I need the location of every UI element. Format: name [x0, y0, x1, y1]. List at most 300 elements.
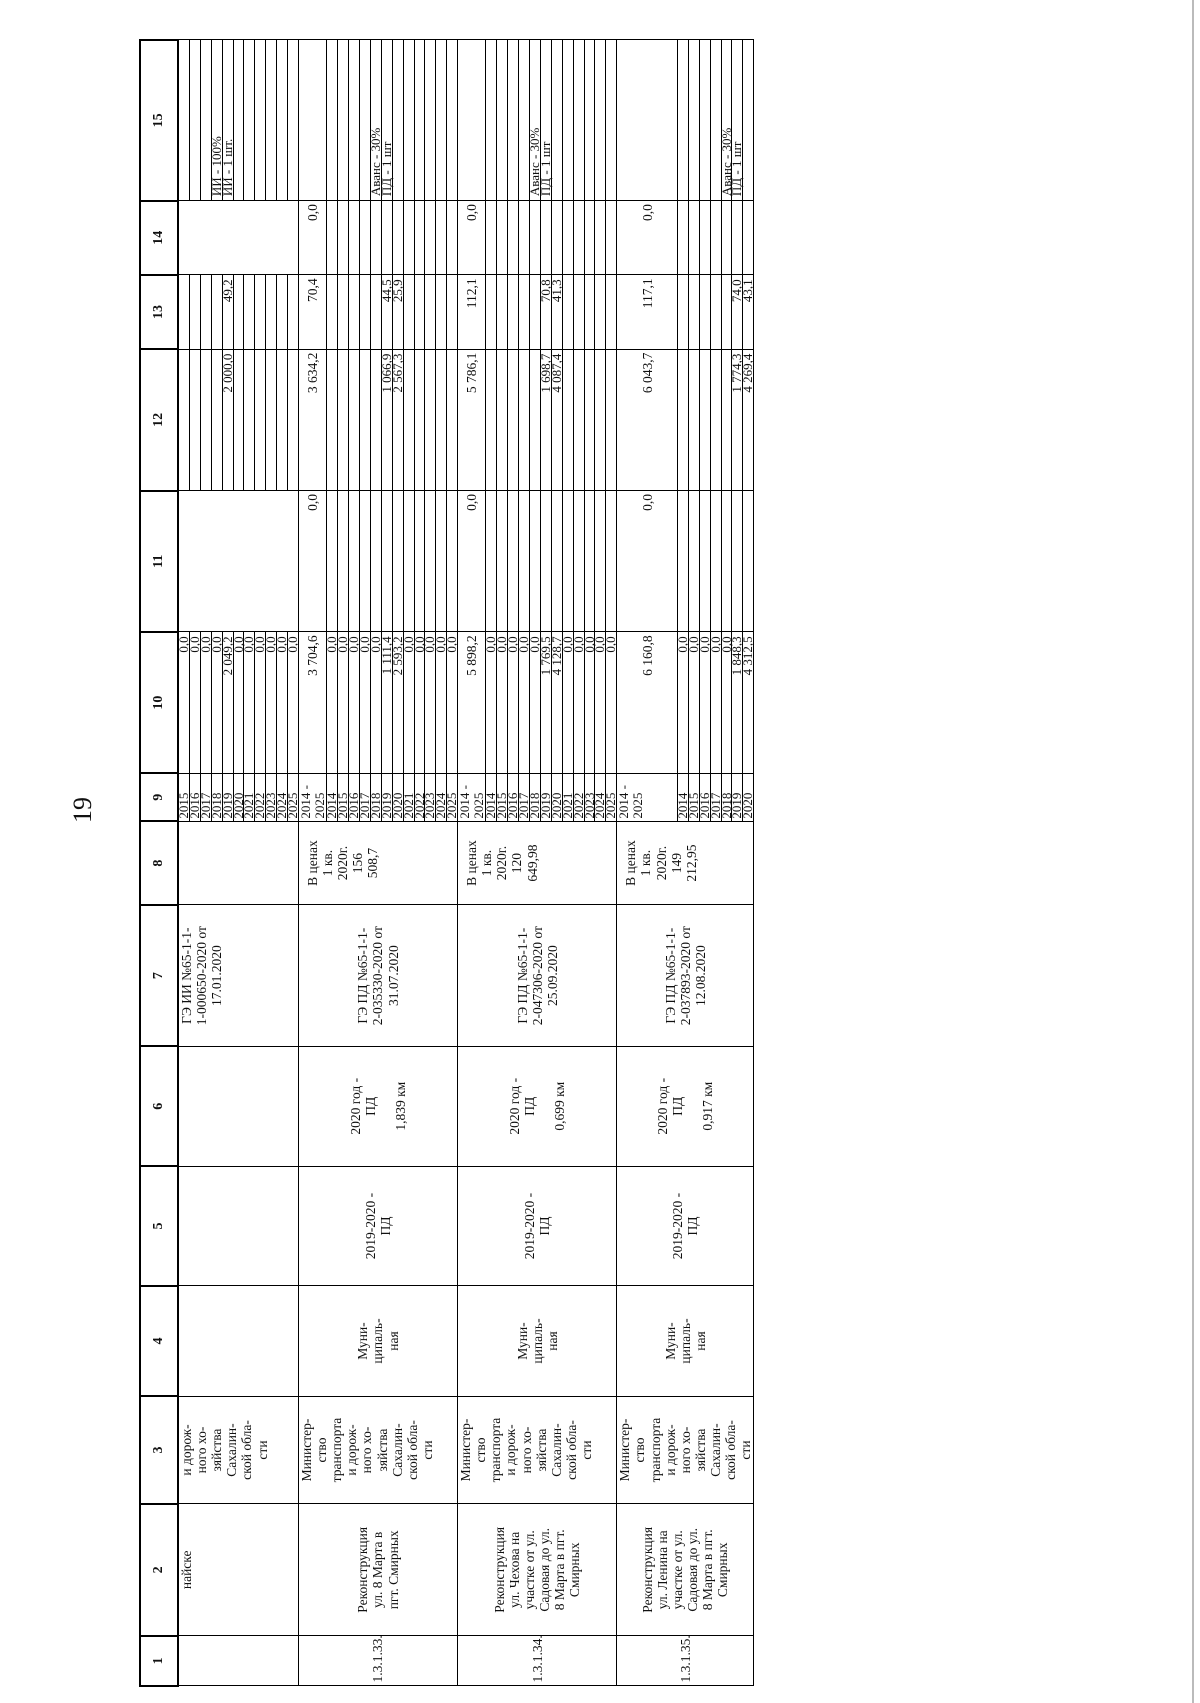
federal-budget-cell: 0,0 — [298, 491, 326, 632]
other-sources-cell — [584, 201, 595, 275]
results-cell — [189, 40, 200, 201]
regional-budget-cell: 1 774,3 — [732, 349, 743, 490]
total-funding-cell: 2 049,2 — [222, 632, 233, 773]
local-budget-cell: 70,8 — [540, 275, 551, 349]
year-cell: 2016 — [189, 773, 200, 821]
results-cell — [551, 40, 562, 201]
other-sources-cell — [688, 201, 699, 275]
year-cell: 2019 — [540, 773, 551, 821]
results-cell — [595, 40, 606, 201]
year-cell: 2025 — [288, 773, 299, 821]
local-budget-cell — [710, 275, 721, 349]
federal-budget-cell — [595, 491, 606, 632]
results-cell — [298, 40, 326, 201]
results-cell — [436, 40, 447, 201]
regional-budget-cell — [266, 349, 277, 490]
column-header: 4 — [140, 1286, 178, 1396]
other-sources-cell — [732, 201, 743, 275]
federal-budget-cell — [359, 491, 370, 632]
other-sources-cell: 0,0 — [458, 201, 486, 275]
other-sources-cell — [677, 201, 688, 275]
federal-budget-cell: 0,0 — [617, 491, 678, 632]
federal-budget-cell: 0,0 — [458, 491, 486, 632]
local-budget-cell — [562, 275, 573, 349]
total-funding-cell: 0,0 — [425, 632, 436, 773]
results-cell — [688, 40, 699, 201]
other-sources-cell — [519, 201, 530, 275]
regional-budget-cell — [233, 349, 244, 490]
other-sources-cell — [551, 201, 562, 275]
total-funding-cell: 0,0 — [414, 632, 425, 773]
year-cell: 2017 — [710, 773, 721, 821]
year-cell: 2018 — [370, 773, 381, 821]
results-cell: ПД - 1 шт — [381, 40, 392, 201]
year-cell: 2014 — [327, 773, 338, 821]
federal-budget-cell — [530, 491, 541, 632]
object-name-cell: Реконструкция ул. 8 Марта в пгт. Смирных — [298, 1504, 457, 1636]
total-funding-cell: 0,0 — [606, 632, 617, 773]
local-budget-cell — [677, 275, 688, 349]
federal-budget-cell — [327, 491, 338, 632]
cost-cell: В ценах 1 кв. 2020г. 120 649,98 — [458, 821, 617, 905]
local-budget-cell — [486, 275, 497, 349]
regional-budget-cell — [338, 349, 349, 490]
results-cell — [743, 40, 754, 201]
local-budget-cell: 74,0 — [732, 275, 743, 349]
results-cell — [458, 40, 486, 201]
local-budget-cell — [584, 275, 595, 349]
column-header: 15 — [140, 40, 178, 201]
local-budget-cell — [233, 275, 244, 349]
year-cell: 2017 — [200, 773, 211, 821]
results-cell — [584, 40, 595, 201]
year-cell: 2024 — [277, 773, 288, 821]
other-sources-cell — [392, 201, 403, 275]
object-name-cell: найске — [178, 1504, 298, 1636]
local-budget-cell: 70,4 — [298, 275, 326, 349]
regional-budget-cell — [200, 349, 211, 490]
federal-budget-cell — [584, 491, 595, 632]
other-sources-cell — [327, 201, 338, 275]
rotated-table-wrapper — [139, 39, 1109, 1687]
regional-budget-cell — [606, 349, 617, 490]
column-header: 1 — [140, 1636, 178, 1686]
year-cell: 2025 — [606, 773, 617, 821]
total-funding-cell: 0,0 — [519, 632, 530, 773]
total-funding-cell: 4 128,7 — [551, 632, 562, 773]
other-sources-cell — [359, 201, 370, 275]
regional-budget-cell: 4 269,4 — [743, 349, 754, 490]
regional-budget-cell — [288, 349, 299, 490]
results-cell: ИИ - 100% — [211, 40, 222, 201]
federal-budget-cell — [370, 491, 381, 632]
results-cell: ПД - 1 шт — [732, 40, 743, 201]
total-funding-cell: 0,0 — [699, 632, 710, 773]
total-funding-cell: 5 898,2 — [458, 632, 486, 773]
total-funding-cell: 0,0 — [562, 632, 573, 773]
local-budget-cell — [277, 275, 288, 349]
page-number: 19 — [68, 797, 97, 823]
regional-budget-cell — [277, 349, 288, 490]
federal-budget-cell — [699, 491, 710, 632]
total-funding-cell: 0,0 — [447, 632, 458, 773]
period-cell — [178, 1166, 298, 1286]
local-budget-cell — [519, 275, 530, 349]
local-budget-cell — [178, 275, 189, 349]
results-cell — [486, 40, 497, 201]
total-funding-cell: 0,0 — [508, 632, 519, 773]
federal-budget-cell — [392, 491, 403, 632]
total-funding-cell: 1 848,3 — [732, 632, 743, 773]
column-header: 9 — [140, 773, 178, 821]
total-funding-cell: 0,0 — [327, 632, 338, 773]
year-cell: 2015 — [497, 773, 508, 821]
object-name-cell: Реконструкция ул. Ленина на участке от ул. Садовая до ул. 8 Марта в пгт. Смирных — [617, 1504, 754, 1636]
other-sources-cell: 0,0 — [617, 201, 678, 275]
ownership-cell: Муни- ципаль- ная — [617, 1286, 754, 1396]
results-cell — [425, 40, 436, 201]
results-cell: ПД - 1 шт — [540, 40, 551, 201]
federal-budget-cell — [606, 491, 617, 632]
total-funding-cell: 0,0 — [497, 632, 508, 773]
local-budget-cell: 112,1 — [458, 275, 486, 349]
local-budget-cell — [508, 275, 519, 349]
total-funding-cell: 0,0 — [349, 632, 360, 773]
year-cell: 2019 — [732, 773, 743, 821]
year-cell: 2014 - 2025 — [458, 773, 486, 821]
results-cell: Аванс - 30% — [530, 40, 541, 201]
local-budget-cell — [447, 275, 458, 349]
object-name-cell: Реконструкция ул. Чехова на участке от ул. Садовая до ул. 8 Марта в пгт. Смирных — [458, 1504, 617, 1636]
results-cell — [403, 40, 414, 201]
year-cell: 2014 — [486, 773, 497, 821]
total-funding-cell: 0,0 — [573, 632, 584, 773]
ownership-cell — [178, 1286, 298, 1396]
local-budget-cell — [699, 275, 710, 349]
period-cell: 2019-2020 - ПД — [617, 1166, 754, 1286]
local-budget-cell — [255, 275, 266, 349]
total-funding-cell: 4 312,5 — [743, 632, 754, 773]
local-budget-cell — [606, 275, 617, 349]
local-budget-cell — [200, 275, 211, 349]
federal-budget-cell — [688, 491, 699, 632]
total-funding-cell: 0,0 — [338, 632, 349, 773]
regional-budget-cell — [562, 349, 573, 490]
results-cell — [244, 40, 255, 201]
local-budget-cell — [327, 275, 338, 349]
results-cell — [562, 40, 573, 201]
local-budget-cell — [573, 275, 584, 349]
year-cell: 2022 — [573, 773, 584, 821]
results-cell — [606, 40, 617, 201]
item-number-cell: 1.3.1.35. — [617, 1636, 754, 1686]
other-sources-cell — [370, 201, 381, 275]
results-cell: ИИ - 1 шт. — [222, 40, 233, 201]
regional-budget-cell — [677, 349, 688, 490]
total-funding-cell: 0,0 — [710, 632, 721, 773]
results-cell — [508, 40, 519, 201]
local-budget-cell — [497, 275, 508, 349]
item-number-cell — [178, 1636, 298, 1686]
federal-budget-cell — [436, 491, 447, 632]
year-cell: 2019 — [381, 773, 392, 821]
other-sources-cell — [381, 201, 392, 275]
federal-budget-cell — [743, 491, 754, 632]
year-cell: 2015 — [688, 773, 699, 821]
year-cell: 2017 — [519, 773, 530, 821]
year-cell: 2016 — [699, 773, 710, 821]
year-cell: 2015 — [338, 773, 349, 821]
regional-budget-cell — [595, 349, 606, 490]
results-cell — [178, 40, 189, 201]
regional-budget-cell — [244, 349, 255, 490]
federal-budget-cell — [403, 491, 414, 632]
year-cell: 2020 — [743, 773, 754, 821]
total-funding-cell: 2 593,2 — [392, 632, 403, 773]
other-sources-cell: 0,0 — [298, 201, 326, 275]
column-header: 7 — [140, 905, 178, 1046]
other-sources-cell — [606, 201, 617, 275]
local-budget-cell — [359, 275, 370, 349]
regional-budget-cell — [189, 349, 200, 490]
total-funding-cell: 0,0 — [200, 632, 211, 773]
local-budget-cell — [688, 275, 699, 349]
total-funding-cell: 0,0 — [403, 632, 414, 773]
header-row — [140, 40, 178, 1686]
results-cell — [617, 40, 678, 201]
year-cell: 2022 — [255, 773, 266, 821]
total-funding-cell: 0,0 — [211, 632, 222, 773]
other-sources-cell — [710, 201, 721, 275]
local-budget-cell — [338, 275, 349, 349]
column-header: 11 — [140, 491, 178, 632]
regional-budget-cell — [486, 349, 497, 490]
other-sources-cell — [497, 201, 508, 275]
other-sources-cell — [721, 201, 732, 275]
federal-budget-cell — [540, 491, 551, 632]
section-total-row — [298, 40, 326, 1686]
other-sources-cell — [414, 201, 425, 275]
results-cell — [573, 40, 584, 201]
year-cell: 2024 — [595, 773, 606, 821]
column-header: 8 — [140, 821, 178, 905]
federal-budget-cell — [486, 491, 497, 632]
results-cell — [392, 40, 403, 201]
results-cell — [288, 40, 299, 201]
federal-budget-cell — [381, 491, 392, 632]
period-cell: 2019-2020 - ПД — [298, 1166, 457, 1286]
capacity-cell — [178, 1046, 298, 1166]
year-cell: 2021 — [562, 773, 573, 821]
local-budget-cell: 49,2 — [222, 275, 233, 349]
local-budget-cell — [414, 275, 425, 349]
federal-budget-cell — [677, 491, 688, 632]
results-cell — [699, 40, 710, 201]
local-budget-cell — [595, 275, 606, 349]
regional-budget-cell: 3 634,2 — [298, 349, 326, 490]
regional-budget-cell — [178, 349, 189, 490]
year-cell: 2020 — [551, 773, 562, 821]
results-cell — [277, 40, 288, 201]
year-cell: 2022 — [414, 773, 425, 821]
column-header: 12 — [140, 349, 178, 490]
regional-budget-cell — [255, 349, 266, 490]
ownership-cell: Муни- ципаль- ная — [458, 1286, 617, 1396]
ownership-cell: Муни- ципаль- ная — [298, 1286, 457, 1396]
year-cell: 2023 — [584, 773, 595, 821]
local-budget-cell: 41,3 — [551, 275, 562, 349]
total-funding-cell: 6 160,8 — [617, 632, 678, 773]
year-cell: 2025 — [447, 773, 458, 821]
federal-budget-cell — [562, 491, 573, 632]
expertise-cell: ГЭ ПД №65-1-1- 2-037893-2020 от 12.08.2020 — [617, 905, 754, 1046]
year-cell: 2016 — [349, 773, 360, 821]
local-budget-cell — [189, 275, 200, 349]
regional-budget-cell: 1 698,7 — [540, 349, 551, 490]
total-funding-cell: 0,0 — [486, 632, 497, 773]
local-budget-cell: 43,1 — [743, 275, 754, 349]
scan-edge — [1192, 0, 1194, 1703]
local-budget-cell — [288, 275, 299, 349]
total-funding-cell: 0,0 — [178, 632, 189, 773]
other-sources-cell — [562, 201, 573, 275]
federal-budget-cell — [573, 491, 584, 632]
other-sources-cell — [595, 201, 606, 275]
other-sources-cell — [403, 201, 414, 275]
total-funding-cell: 0,0 — [288, 632, 299, 773]
year-cell: 2014 - 2025 — [617, 773, 678, 821]
federal-budget-cell — [178, 491, 298, 632]
column-header: 10 — [140, 632, 178, 773]
regional-budget-cell — [414, 349, 425, 490]
item-number-cell: 1.3.1.33. — [298, 1636, 457, 1686]
local-budget-cell — [403, 275, 414, 349]
total-funding-cell: 0,0 — [688, 632, 699, 773]
other-sources-cell — [486, 201, 497, 275]
federal-budget-cell — [732, 491, 743, 632]
total-funding-cell: 0,0 — [436, 632, 447, 773]
cost-cell: В ценах 1 кв. 2020г. 156 508,7 — [298, 821, 457, 905]
other-sources-cell — [436, 201, 447, 275]
section-total-row — [617, 40, 678, 1686]
year-cell: 2024 — [436, 773, 447, 821]
federal-budget-cell — [414, 491, 425, 632]
results-cell — [338, 40, 349, 201]
local-budget-cell — [244, 275, 255, 349]
results-cell — [349, 40, 360, 201]
federal-budget-cell — [425, 491, 436, 632]
results-cell — [447, 40, 458, 201]
year-cell: 2015 — [178, 773, 189, 821]
other-sources-cell — [508, 201, 519, 275]
regional-budget-cell — [584, 349, 595, 490]
item-number-cell: 1.3.1.34. — [458, 1636, 617, 1686]
results-cell — [266, 40, 277, 201]
total-funding-cell: 0,0 — [370, 632, 381, 773]
year-cell: 2019 — [222, 773, 233, 821]
regional-budget-cell — [403, 349, 414, 490]
other-sources-cell — [573, 201, 584, 275]
year-cell: 2014 - 2025 — [298, 773, 326, 821]
regional-budget-cell: 4 087,4 — [551, 349, 562, 490]
expertise-cell: ГЭ ПД №65-1-1- 2-035330-2020 от 31.07.2020 — [298, 905, 457, 1046]
federal-budget-cell — [338, 491, 349, 632]
local-budget-cell — [266, 275, 277, 349]
expertise-cell: ГЭ ИИ №65-1-1- 1-000650-2020 от 17.01.2020 — [178, 905, 298, 1046]
regional-budget-cell — [688, 349, 699, 490]
other-sources-cell — [530, 201, 541, 275]
results-cell — [497, 40, 508, 201]
year-cell: 2021 — [403, 773, 414, 821]
other-sources-cell — [425, 201, 436, 275]
regional-budget-cell — [573, 349, 584, 490]
local-budget-cell — [436, 275, 447, 349]
local-budget-cell: 117,1 — [617, 275, 678, 349]
total-funding-cell: 1 111,4 — [381, 632, 392, 773]
year-cell: 2021 — [244, 773, 255, 821]
regional-budget-cell: 1 066,9 — [381, 349, 392, 490]
results-cell: Аванс - 30% — [721, 40, 732, 201]
other-sources-cell — [743, 201, 754, 275]
federal-budget-cell — [497, 491, 508, 632]
column-header: 2 — [140, 1504, 178, 1636]
section-total-row — [458, 40, 486, 1686]
cost-cell: В ценах 1 кв. 2020г. 149 212,95 — [617, 821, 754, 905]
local-budget-cell — [425, 275, 436, 349]
results-cell — [233, 40, 244, 201]
year-cell: 2023 — [425, 773, 436, 821]
other-sources-cell — [699, 201, 710, 275]
regional-budget-cell — [710, 349, 721, 490]
local-budget-cell: 44,5 — [381, 275, 392, 349]
federal-budget-cell — [721, 491, 732, 632]
total-funding-cell: 0,0 — [189, 632, 200, 773]
regional-budget-cell — [359, 349, 370, 490]
federal-budget-cell — [710, 491, 721, 632]
total-funding-cell: 0,0 — [233, 632, 244, 773]
regional-budget-cell: 2 567,3 — [392, 349, 403, 490]
total-funding-cell: 0,0 — [359, 632, 370, 773]
federal-budget-cell — [349, 491, 360, 632]
federal-budget-cell — [519, 491, 530, 632]
results-cell — [327, 40, 338, 201]
total-funding-cell: 0,0 — [584, 632, 595, 773]
results-cell — [255, 40, 266, 201]
capacity-cell: 2020 год - ПД 1,839 км — [298, 1046, 457, 1166]
regional-budget-cell: 2 000,0 — [222, 349, 233, 490]
regional-budget-cell — [508, 349, 519, 490]
total-funding-cell: 0,0 — [266, 632, 277, 773]
results-cell — [677, 40, 688, 201]
results-cell: Аванс - 30% — [370, 40, 381, 201]
regional-budget-cell — [436, 349, 447, 490]
local-budget-cell: 25,9 — [392, 275, 403, 349]
year-cell: 2020 — [392, 773, 403, 821]
column-header: 5 — [140, 1166, 178, 1286]
regional-budget-cell — [425, 349, 436, 490]
year-cell: 2020 — [233, 773, 244, 821]
capacity-cell: 2020 год - ПД 0,917 км — [617, 1046, 754, 1166]
column-header: 3 — [140, 1396, 178, 1504]
column-header: 6 — [140, 1046, 178, 1166]
total-funding-cell: 0,0 — [595, 632, 606, 773]
total-funding-cell: 0,0 — [244, 632, 255, 773]
regional-budget-cell — [497, 349, 508, 490]
federal-budget-cell — [551, 491, 562, 632]
results-cell — [414, 40, 425, 201]
total-funding-cell: 1 769,5 — [540, 632, 551, 773]
customer-cell: Министер- ство транспорта и дорож- ного хо- зяйства Сахалин- ской обла- сти — [298, 1396, 457, 1504]
